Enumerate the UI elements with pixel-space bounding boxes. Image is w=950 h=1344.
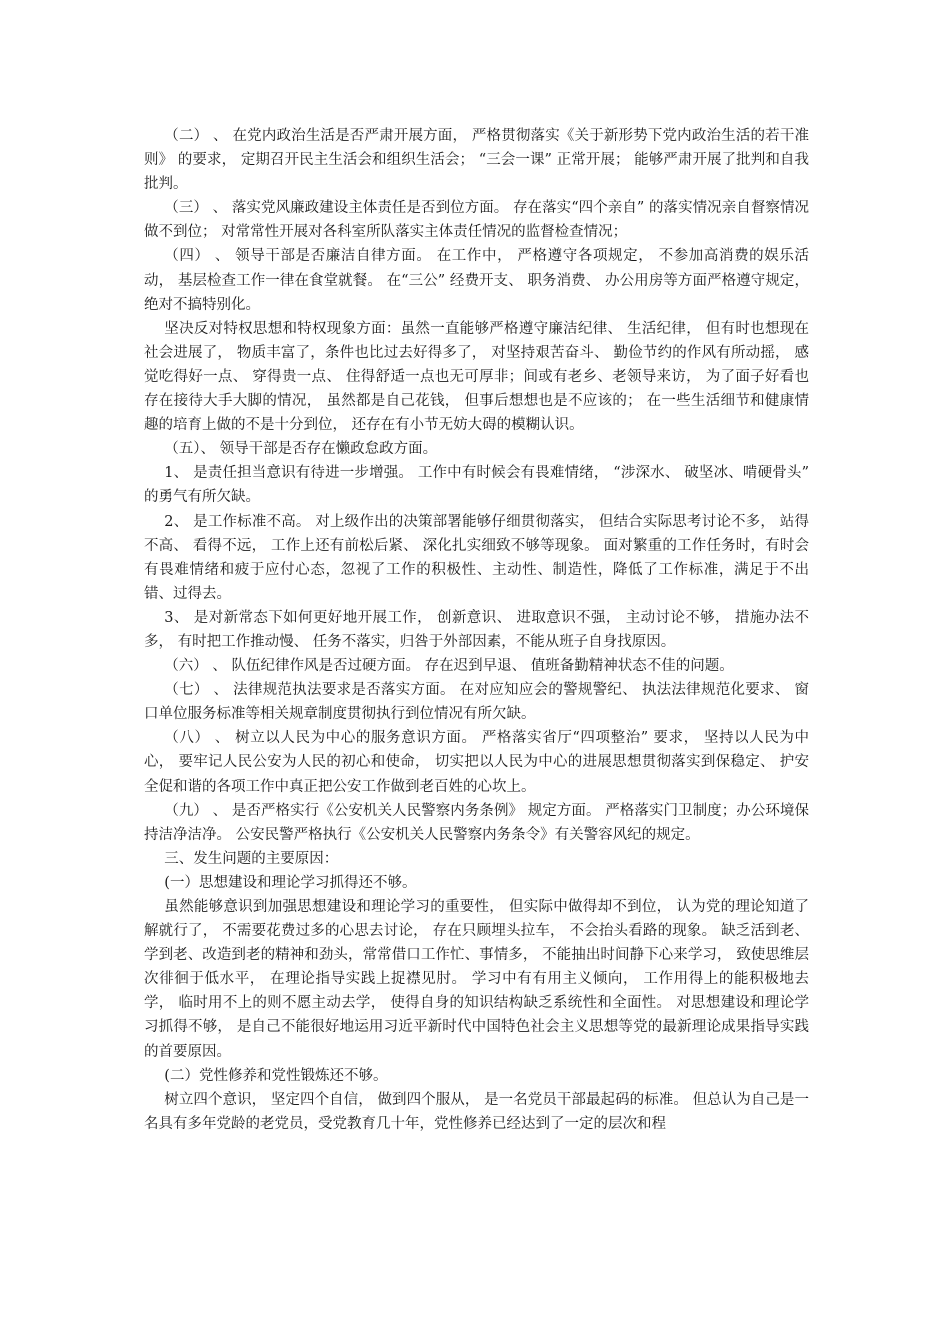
- section-eight-paragraph: （八） 、 树立以人民为中心的服务意识方面。 严格落实省厅“四项整治” 要求， 坚持以人民为中心， 要牢记人民公安为人民的初心和使命， 切实把以人民为中心的进展思想贯彻落实到保稳定、 护安全促和谐的各项工作中真正把公安工作做到老百姓的心坎上。: [144, 730, 809, 795]
- item-two-paragraph: 2、 是工作标准不高。 对上级作出的决策部署能够仔细贯彻落实， 但结合实际思考讨论不多， 站得不高、 看得不远， 工作上还有前松后紧、 深化扎实细致不够等现象。 面对繁重的工作任务时，有时会有畏难情绪和疲于应付心态，忽视了工作的积极性、主动性、制造性，降低了工作标准，满足于不出错、过得去。: [144, 513, 809, 602]
- item-one-paragraph: 1、 是责任担当意识有待进一步增强。 工作中有时候会有畏难情绪， “涉深水、 破坚冰、啃硬骨头” 的勇气有所欠缺。: [144, 465, 809, 506]
- section-nine-paragraph: （九） 、 是否严格实行《公安机关人民警察内务条例》 规定方面。 严格落实门卫制度；办公环境保持洁净洁净。 公安民警严格执行《公安机关人民警察内务条令》有关警容风纪的规定。: [144, 802, 809, 843]
- causes-heading: 三、发生问题的主要原因：: [164, 850, 339, 867]
- section-five-heading: （五）、 领导干部是否存在懒政怠政方面。: [164, 441, 438, 458]
- section-six-paragraph: （六） 、 队伍纪律作风是否过硬方面。 存在迟到早退、 值班备勤精神状态不佳的问题。: [164, 658, 734, 675]
- document-body: [144, 124, 809, 1136]
- section-two-paragraph: （二） 、 在党内政治生活是否严肃开展方面， 严格贯彻落实《关于新形势下党内政治生活的若干准则》 的要求， 定期召开民主生活会和组织生活会； “三会一课” 正常开展； 能够严肃开展了批判和自我批判。: [144, 128, 809, 193]
- privilege-paragraph: 坚决反对特权思想和特权现象方面：虽然一直能够严格遵守廉洁纪律、 生活纪律， 但有时也想现在社会进展了， 物质丰富了，条件也比过去好得多了， 对坚持艰苦奋斗、 勤俭节约的作风有所动摇， 感觉吃得好一点、 穿得贵一点、 住得舒适一点也无可厚非；间或有老乡、老领导来访， 为了面子好看也存在接待大手大脚的情况， 虽然都是自己花钱， 但事后想想也是不应该的； 在一些生活细节和健康情趣的培育上做的不是十分到位， 还存在有小节无妨大碍的模糊认识。: [144, 320, 809, 434]
- section-three-paragraph: （三） 、 落实党风廉政建设主体责任是否到位方面。 存在落实“四个亲自” 的落实情况亲自督察情况做不到位； 对常常性开展对各科室所队落实主体责任情况的监督检查情况；: [144, 200, 809, 241]
- section-four-paragraph: （四） 、 领导干部是否廉洁自律方面。 在工作中， 严格遵守各项规定， 不参加高消费的娱乐活动， 基层检查工作一律在食堂就餐。 在“三公” 经费开支、 职务消费、 办公用房等方面严格遵守规定，绝对不搞特别化。: [144, 248, 809, 313]
- cause-one-paragraph: 虽然能够意识到加强思想建设和理论学习的重要性， 但实际中做得却不到位， 认为党的理论知道了解就行了， 不需要花费过多的心思去讨论， 存在只顾埋头拉车， 不会抬头看路的现象。 缺乏活到老、学到老、改造到老的精神和劲头，常常借口工作忙、事情多， 不能抽出时间静下心来学习， 致使思维层次徘徊于低水平， 在理论指导实践上捉襟见肘。 学习中有有用主义倾向， 工作用得上的能积极地去学， 临时用不上的则不愿主动去学， 使得自身的知识结构缺乏系统性和全面性。 对思想建设和理论学习抓得不够， 是自己不能很好地运用习近平新时代中国特色社会主义思想等党的最新理论成果指导实践的首要原因。: [144, 899, 809, 1060]
- cause-one-heading: (一）思想建设和理论学习抓得还不够。: [164, 874, 417, 891]
- section-seven-paragraph: （七） 、 法律规范执法要求是否落实方面。 在对应知应会的警规警纪、 执法法律规范化要求、 窗口单位服务标准等相关规章制度贯彻执行到位情况有所欠缺。: [144, 682, 809, 723]
- item-three-paragraph: 3、 是对新常态下如何更好地开展工作， 创新意识、 进取意识不强， 主动讨论不够， 措施办法不多， 有时把工作推动慢、 任务不落实，归咎于外部因素，不能从班子自身找原因。: [144, 609, 809, 650]
- cause-two-heading: (二）党性修养和党性锻炼还不够。: [164, 1067, 388, 1084]
- cause-two-paragraph: 树立四个意识， 坚定四个自信， 做到四个服从， 是一名党员干部最起码的标准。 但总认为自己是一名具有多年党龄的老党员，受党教育几十年，党性修养已经达到了一定的层次和程: [144, 1091, 809, 1132]
